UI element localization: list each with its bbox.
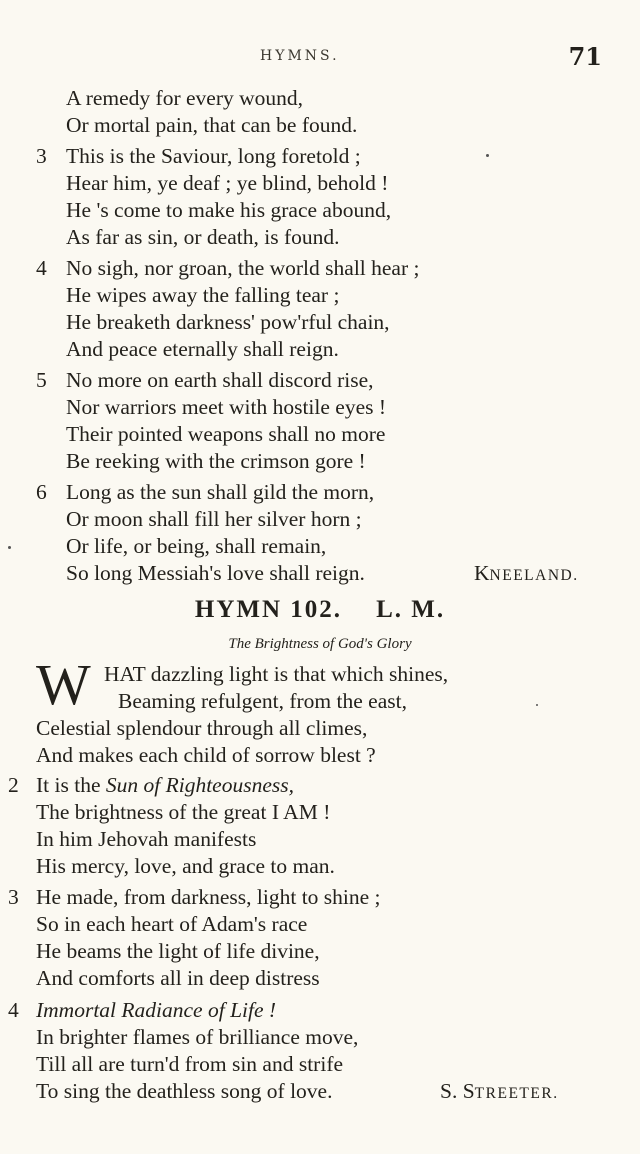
verse-line: So long Messiah's love shall reign. (66, 561, 365, 585)
page-number: 71 (568, 42, 602, 71)
verse-line: In him Jehovah manifests (36, 827, 257, 851)
verse-line: Nor warriors meet with hostile eyes ! (66, 395, 387, 419)
drop-cap: W (36, 652, 89, 717)
verse-line: Be reeking with the crimson gore ! (66, 449, 366, 473)
verse-line: His mercy, love, and grace to man. (36, 854, 335, 878)
verse-line: As far as sin, or death, is found. (66, 225, 340, 249)
verse-line: The brightness of the great I AM ! (36, 800, 331, 824)
verse-line: And peace eternally shall reign. (66, 337, 339, 361)
verse-line: He beams the light of life divine, (36, 939, 320, 963)
verse-line: Or life, or being, shall remain, (66, 534, 327, 558)
verse-line: And comforts all in deep distress (36, 966, 320, 990)
verse-text: It is the (36, 773, 106, 797)
verse-line: He made, from darkness, light to shine ; (36, 885, 381, 909)
author-attribution (474, 560, 579, 589)
verse-line: No more on earth shall discord rise, (66, 368, 374, 392)
emphasis-text: Sun of Righteousness, (105, 773, 294, 797)
verse-line: He breaketh darkness' pow'rful chain, (66, 310, 390, 334)
hymn-title (0, 596, 640, 624)
stanza-number: 4 (36, 256, 47, 280)
verse-line: Their pointed weapons shall no more (66, 422, 386, 446)
verse-line: Or moon shall fill her silver horn ; (66, 507, 362, 531)
stanza-number: 4 (8, 998, 19, 1022)
verse-line: No sigh, nor groan, the world shall hear ; (66, 256, 420, 280)
stanza-number: 6 (36, 480, 47, 504)
hymn-meter: L. M. (376, 596, 446, 623)
verse-line: A remedy for every wound, (66, 86, 304, 110)
author-initial: K (474, 561, 490, 585)
verse-line: And makes each child of sorrow blest ? (36, 743, 376, 767)
verse-line (36, 772, 294, 799)
verse-line: Beaming refulgent, from the east, (118, 689, 407, 713)
stanza-number: 3 (36, 144, 47, 168)
verse-line: He 's come to make his grace abound, (66, 198, 392, 222)
verse-line: Or mortal pain, that can be found. (66, 113, 358, 137)
running-head: HYMNS. (260, 48, 340, 64)
verse-line: In brighter flames of brilliance move, (36, 1025, 359, 1049)
verse-line: So in each heart of Adam's race (36, 912, 308, 936)
verse-line: Till all are turn'd from sin and strife (36, 1052, 344, 1076)
print-speck (486, 154, 489, 157)
verse-line: This is the Saviour, long foretold ; (66, 144, 361, 168)
author-name: TREETER. (474, 1085, 559, 1102)
print-speck (8, 546, 11, 549)
author-attribution (440, 1078, 559, 1107)
verse-line: Hear him, ye deaf ; ye blind, behold ! (66, 171, 389, 195)
verse-line: Long as the sun shall gild the morn, (66, 480, 375, 504)
stanza-number: 5 (36, 368, 47, 392)
verse-line: He wipes away the falling tear ; (66, 283, 340, 307)
print-speck (536, 704, 538, 706)
hymn-number: HYMN 102. (194, 596, 343, 623)
stanza-number: 2 (8, 773, 19, 797)
page-header (0, 42, 640, 82)
author-name: NEELAND. (489, 567, 579, 584)
verse-line: Celestial splendour through all climes, (36, 716, 368, 740)
verse-line: HAT dazzling light is that which shines, (104, 662, 449, 686)
author-initial: S. S (440, 1079, 475, 1103)
stanza-number: 3 (8, 885, 19, 909)
verse-line: To sing the deathless song of love. (36, 1079, 333, 1103)
verse-line: Immortal Radiance of Life ! (36, 998, 277, 1022)
hymn-subtitle: The Brightness of God's Glory (228, 636, 412, 652)
